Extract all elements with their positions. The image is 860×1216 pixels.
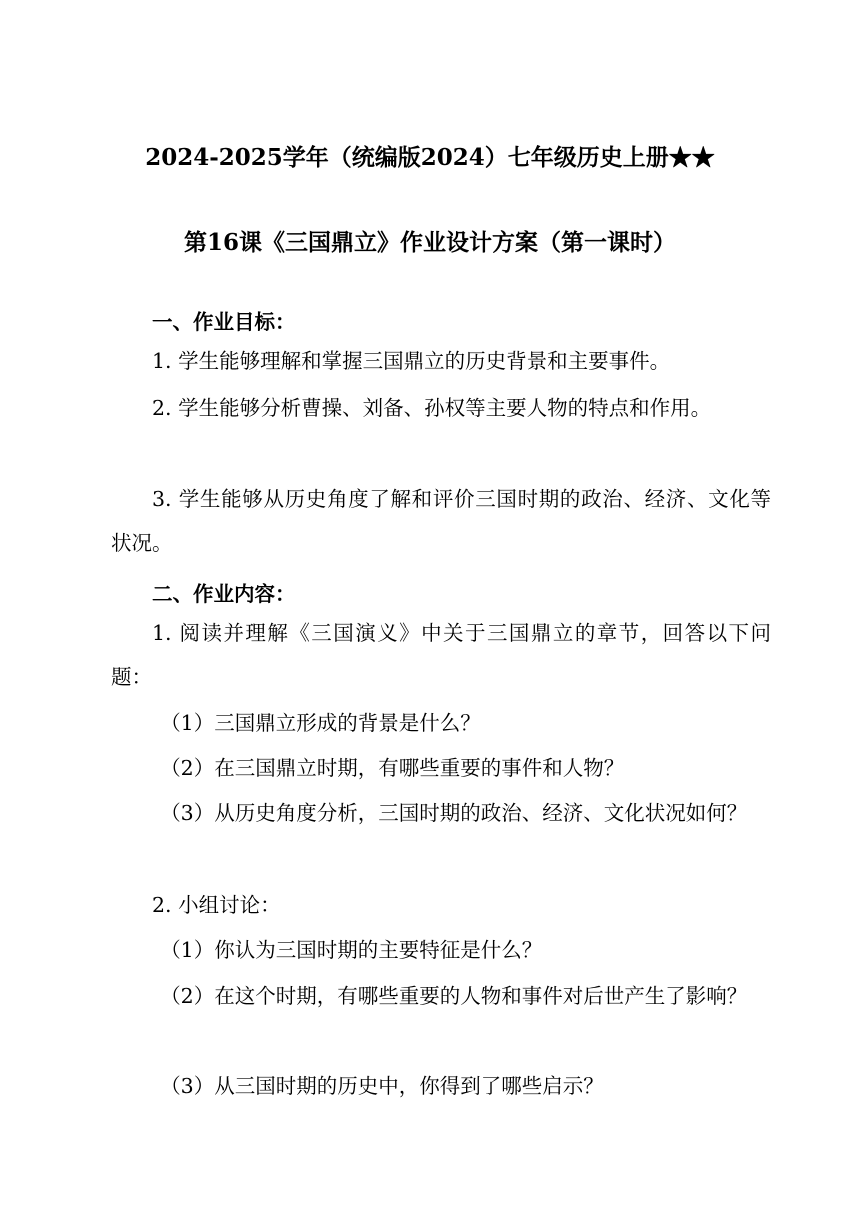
task2-question-1: （1）你认为三国时期的主要特征是什么？ [160, 938, 543, 962]
task1-question-3: （3）从历史角度分析，三国时期的政治、经济、文化状况如何？ [160, 801, 748, 825]
task1-question-2: （2）在三国鼎立时期，有哪些重要的事件和人物？ [160, 756, 625, 780]
task1-question-1: （1）三国鼎立形成的背景是什么？ [160, 711, 481, 735]
task2-question-3: （3）从三国时期的历史中，你得到了哪些启示？ [160, 1074, 604, 1098]
goal-item-2: 2. 学生能够分析曹操、刘备、孙权等主要人物的特点和作用。 [152, 396, 712, 420]
goal-item-1: 1. 学生能够理解和掌握三国鼎立的历史背景和主要事件。 [152, 349, 671, 373]
section-heading-content: 二、作业内容： [152, 582, 296, 606]
goal-item-3: 3. 学生能够从历史角度了解和评价三国时期的政治、经济、文化等状况。 [111, 487, 771, 555]
task1-intro: 1. 阅读并理解《三国演义》中关于三国鼎立的章节，回答以下问题： [111, 621, 771, 689]
task2-question-2: （2）在这个时期，有哪些重要的人物和事件对后世产生了影响？ [160, 984, 748, 1008]
section-heading-goals: 一、作业目标： [152, 310, 296, 334]
document-title-line1: 2024-2025学年（统编版2024）七年级历史上册★★ [145, 144, 715, 171]
task2-intro: 2. 小组讨论： [152, 893, 281, 917]
document-title-line2: 第16课《三国鼎立》作业设计方案（第一课时） [183, 229, 676, 256]
